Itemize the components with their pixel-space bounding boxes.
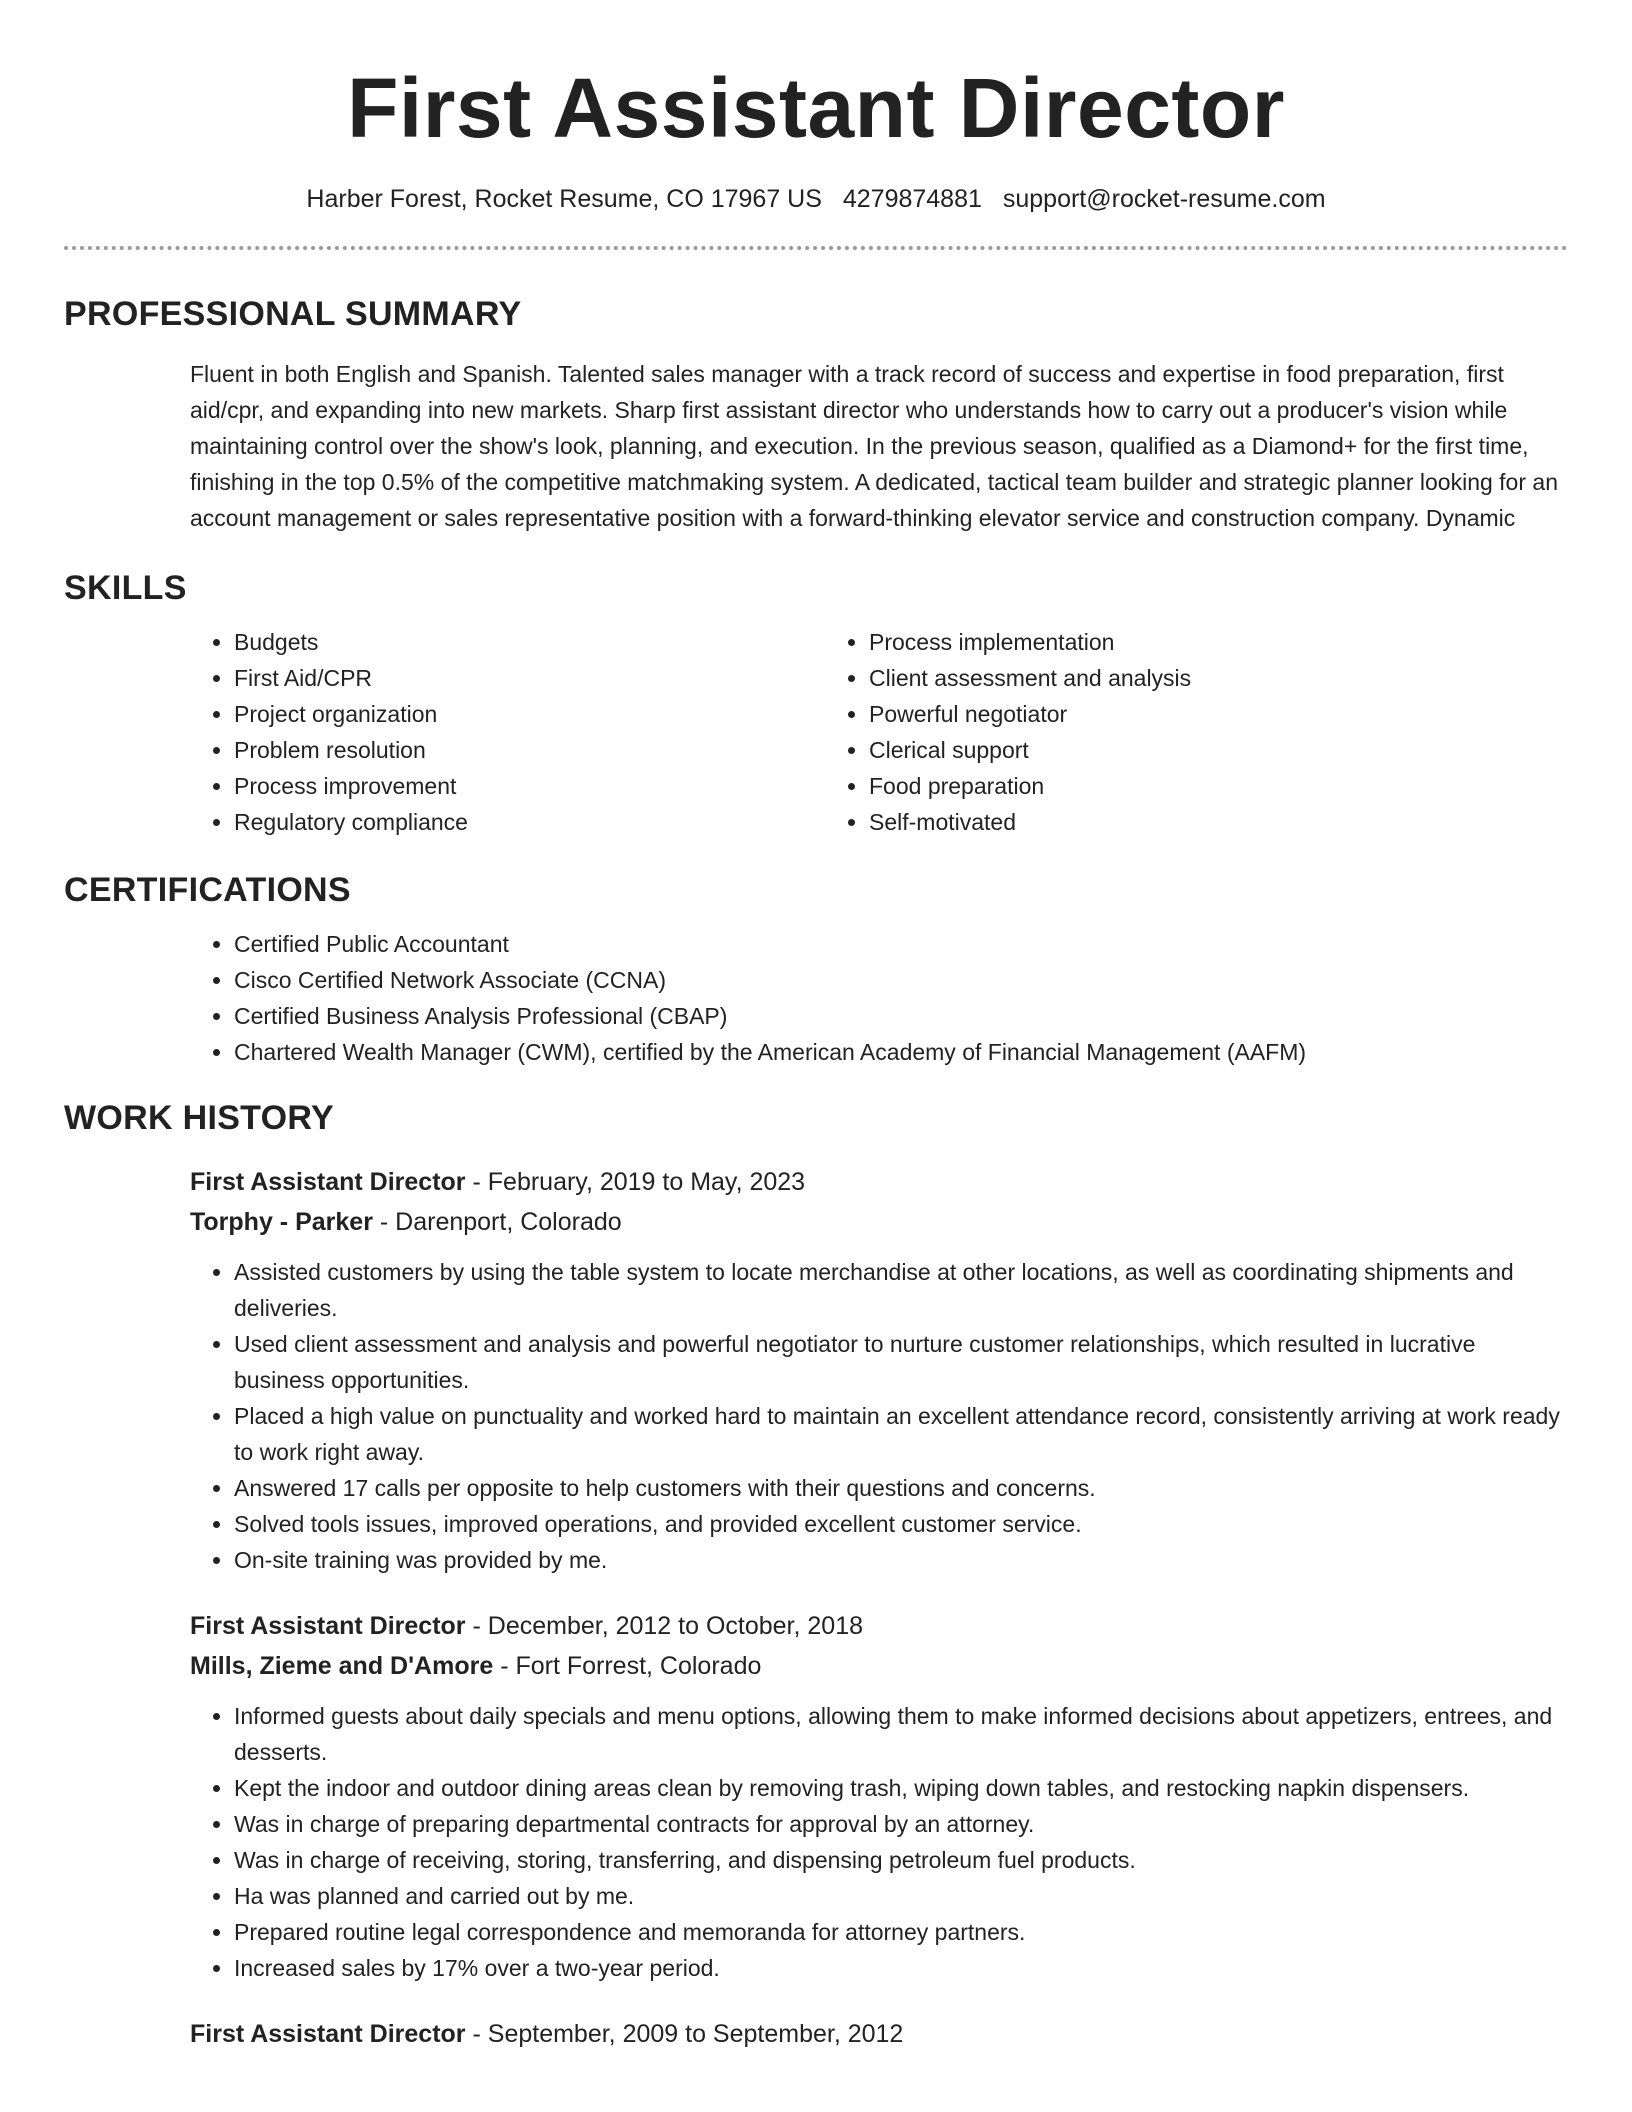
job-bullet: • Assisted customers by using the table system to locate merchandise at other locations, as well as coordinating shipments and deliveries. bbox=[234, 1254, 1568, 1326]
job-bullet: • Ha was planned and carried out by me. bbox=[234, 1878, 1568, 1914]
resume-name: First Assistant Director bbox=[347, 61, 1285, 155]
certification-item: • Certified Business Analysis Professional (CBAP) bbox=[234, 998, 1568, 1034]
job-bullet: • Placed a high value on punctuality and worked hard to maintain an excellent attendance record, consistently arriving at work ready to work right away. bbox=[234, 1398, 1568, 1470]
job-bullet: • Increased sales by 17% over a two-year period. bbox=[234, 1950, 1568, 1986]
header-divider bbox=[64, 246, 1568, 250]
job-title-line bbox=[190, 1162, 1568, 1202]
job-company-line bbox=[190, 1202, 1568, 1242]
contact-line bbox=[64, 182, 1568, 216]
job-entry bbox=[190, 1606, 1568, 1986]
job-bullet: • Informed guests about daily specials and menu options, allowing them to make informed decisions about appetizers, entrees, and desserts. bbox=[234, 1698, 1568, 1770]
contact-phone: 4279874881 bbox=[842, 185, 982, 213]
certification-item: • Chartered Wealth Manager (CWM), certified by the American Academy of Financial Management (AAFM) bbox=[234, 1034, 1568, 1070]
skill-item: • Clerical support bbox=[869, 732, 1460, 768]
skill-item: • Process implementation bbox=[869, 624, 1460, 660]
skill-item: • Project organization bbox=[234, 696, 825, 732]
certifications-bullets bbox=[190, 926, 1568, 1070]
skill-item: • Food preparation bbox=[869, 768, 1460, 804]
certifications-list bbox=[190, 926, 1568, 1070]
section-title-skills: SKILLS bbox=[64, 569, 187, 607]
job-title-line bbox=[190, 1606, 1568, 1646]
job-role: First Assistant Director bbox=[190, 1612, 466, 1640]
contact-email: support@rocket-resume.com bbox=[1002, 185, 1326, 213]
summary-text: Fluent in both English and Spanish. Talented sales manager with a track record of success and expertise in food preparation, first aid/cpr, and expanding into new markets. Sharp first assistant director who understands how to carry out a producer's vision while maintaining control over the show's look, planning, and execution. In the previous season, qualified as a Diamond+ for the first time, finishing in the top 0.5% of the competitive matchmaking system. A dedicated, tactical team builder and strategic planner looking for an account management or sales representative position with a forward-thinking elevator service and construction company. Dynamic bbox=[190, 361, 1558, 531]
skill-item: • First Aid/CPR bbox=[234, 660, 825, 696]
skill-item: • Budgets bbox=[234, 624, 825, 660]
job-bullet: • On-site training was provided by me. bbox=[234, 1542, 1568, 1578]
job-dates: - February, 2019 to May, 2023 bbox=[465, 1168, 806, 1196]
job-bullet: • Solved tools issues, improved operations, and provided excellent customer service. bbox=[234, 1506, 1568, 1542]
section-title-certifications: CERTIFICATIONS bbox=[64, 871, 351, 909]
skills-column-left bbox=[190, 624, 825, 840]
contact-address: Harber Forest, Rocket Resume, CO 17967 US bbox=[306, 185, 822, 213]
job-entry bbox=[190, 1162, 1568, 1578]
skills-list bbox=[190, 624, 1568, 840]
skill-item: • Self-motivated bbox=[869, 804, 1460, 840]
job-role: First Assistant Director bbox=[190, 2020, 466, 2048]
job-bullets bbox=[190, 1254, 1568, 1578]
certification-item: • Certified Public Accountant bbox=[234, 926, 1568, 962]
job-location: - Fort Forrest, Colorado bbox=[493, 1652, 762, 1680]
work-history bbox=[190, 1162, 1568, 2054]
job-title-line bbox=[190, 2014, 1568, 2054]
job-entry bbox=[190, 2014, 1568, 2054]
skill-item: • Client assessment and analysis bbox=[869, 660, 1460, 696]
section-title-summary: PROFESSIONAL SUMMARY bbox=[64, 295, 522, 333]
job-bullet: • Used client assessment and analysis and powerful negotiator to nurture customer relationships, which resulted in lucrative business opportunities. bbox=[234, 1326, 1568, 1398]
skill-item: • Problem resolution bbox=[234, 732, 825, 768]
job-location: - Darenport, Colorado bbox=[372, 1208, 622, 1236]
skill-item: • Process improvement bbox=[234, 768, 825, 804]
skill-item: • Powerful negotiator bbox=[869, 696, 1460, 732]
section-title-work-history: WORK HISTORY bbox=[64, 1099, 334, 1137]
job-bullet: • Kept the indoor and outdoor dining areas clean by removing trash, wiping down tables, and restocking napkin dispensers. bbox=[234, 1770, 1568, 1806]
certification-item: • Cisco Certified Network Associate (CCNA) bbox=[234, 962, 1568, 998]
job-company: Torphy - Parker bbox=[190, 1208, 373, 1236]
skills-column-right bbox=[825, 624, 1460, 840]
job-role: First Assistant Director bbox=[190, 1168, 466, 1196]
job-company: Mills, Zieme and D'Amore bbox=[190, 1652, 494, 1680]
job-bullet: • Was in charge of receiving, storing, transferring, and dispensing petroleum fuel products. bbox=[234, 1842, 1568, 1878]
job-dates: - September, 2009 to September, 2012 bbox=[465, 2020, 904, 2048]
skill-item: • Regulatory compliance bbox=[234, 804, 825, 840]
job-bullet: • Was in charge of preparing departmental contracts for approval by an attorney. bbox=[234, 1806, 1568, 1842]
job-dates: - December, 2012 to October, 2018 bbox=[465, 1612, 864, 1640]
job-bullets bbox=[190, 1698, 1568, 1986]
job-company-line bbox=[190, 1646, 1568, 1686]
job-bullet: • Answered 17 calls per opposite to help customers with their questions and concerns. bbox=[234, 1470, 1568, 1506]
job-bullet: • Prepared routine legal correspondence and memoranda for attorney partners. bbox=[234, 1914, 1568, 1950]
